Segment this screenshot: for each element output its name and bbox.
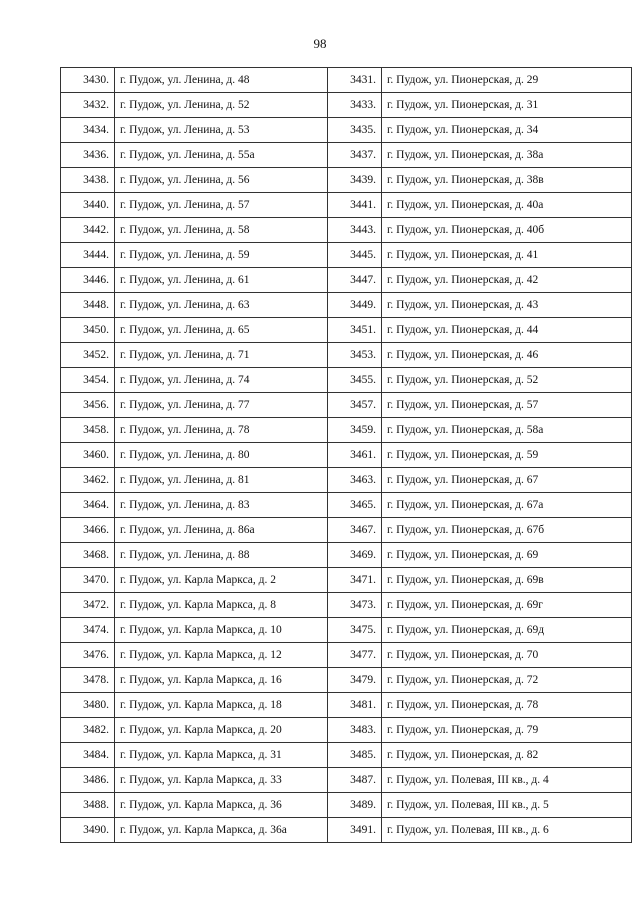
right-number-cell: 3435. — [328, 118, 382, 143]
right-number-cell: 3487. — [328, 768, 382, 793]
right-number-cell: 3467. — [328, 518, 382, 543]
right-address-cell: г. Пудож, ул. Пионерская, д. 69д — [382, 618, 632, 643]
right-address-cell: г. Пудож, ул. Полевая, III кв., д. 6 — [382, 818, 632, 843]
table-row — [61, 593, 632, 618]
left-address-cell: г. Пудож, ул. Ленина, д. 57 — [115, 193, 328, 218]
right-number-cell: 3455. — [328, 368, 382, 393]
left-number-cell: 3452. — [61, 343, 115, 368]
left-number-cell: 3454. — [61, 368, 115, 393]
right-address-cell: г. Пудож, ул. Пионерская, д. 67а — [382, 493, 632, 518]
address-table — [60, 67, 632, 843]
left-number-cell: 3446. — [61, 268, 115, 293]
table-row — [61, 118, 632, 143]
table-row — [61, 293, 632, 318]
table-row — [61, 518, 632, 543]
left-address-cell: г. Пудож, ул. Ленина, д. 77 — [115, 393, 328, 418]
left-number-cell: 3474. — [61, 618, 115, 643]
address-table-body — [61, 68, 632, 843]
right-address-cell: г. Пудож, ул. Пионерская, д. 69в — [382, 568, 632, 593]
right-address-cell: г. Пудож, ул. Пионерская, д. 72 — [382, 668, 632, 693]
right-address-cell: г. Пудож, ул. Пионерская, д. 31 — [382, 93, 632, 118]
left-address-cell: г. Пудож, ул. Ленина, д. 80 — [115, 443, 328, 468]
left-address-cell: г. Пудож, ул. Карла Маркса, д. 2 — [115, 568, 328, 593]
left-address-cell: г. Пудож, ул. Карла Маркса, д. 36а — [115, 818, 328, 843]
right-number-cell: 3451. — [328, 318, 382, 343]
table-row — [61, 318, 632, 343]
right-number-cell: 3459. — [328, 418, 382, 443]
right-address-cell: г. Пудож, ул. Пионерская, д. 58а — [382, 418, 632, 443]
right-number-cell: 3447. — [328, 268, 382, 293]
table-row — [61, 793, 632, 818]
table-row — [61, 718, 632, 743]
right-number-cell: 3433. — [328, 93, 382, 118]
right-address-cell: г. Пудож, ул. Пионерская, д. 34 — [382, 118, 632, 143]
right-address-cell: г. Пудож, ул. Пионерская, д. 38в — [382, 168, 632, 193]
left-number-cell: 3478. — [61, 668, 115, 693]
right-address-cell: г. Пудож, ул. Пионерская, д. 82 — [382, 743, 632, 768]
right-number-cell: 3457. — [328, 393, 382, 418]
table-row — [61, 218, 632, 243]
right-address-cell: г. Пудож, ул. Пионерская, д. 52 — [382, 368, 632, 393]
right-address-cell: г. Пудож, ул. Пионерская, д. 38а — [382, 143, 632, 168]
left-number-cell: 3470. — [61, 568, 115, 593]
table-row — [61, 368, 632, 393]
right-address-cell: г. Пудож, ул. Пионерская, д. 69г — [382, 593, 632, 618]
left-number-cell: 3476. — [61, 643, 115, 668]
left-address-cell: г. Пудож, ул. Карла Маркса, д. 18 — [115, 693, 328, 718]
left-number-cell: 3456. — [61, 393, 115, 418]
left-address-cell: г. Пудож, ул. Ленина, д. 78 — [115, 418, 328, 443]
left-number-cell: 3472. — [61, 593, 115, 618]
right-number-cell: 3475. — [328, 618, 382, 643]
left-address-cell: г. Пудож, ул. Ленина, д. 58 — [115, 218, 328, 243]
right-number-cell: 3449. — [328, 293, 382, 318]
left-address-cell: г. Пудож, ул. Карла Маркса, д. 31 — [115, 743, 328, 768]
left-number-cell: 3434. — [61, 118, 115, 143]
table-row — [61, 268, 632, 293]
right-address-cell: г. Пудож, ул. Пионерская, д. 43 — [382, 293, 632, 318]
right-number-cell: 3473. — [328, 593, 382, 618]
table-row — [61, 818, 632, 843]
right-number-cell: 3439. — [328, 168, 382, 193]
left-address-cell: г. Пудож, ул. Карла Маркса, д. 20 — [115, 718, 328, 743]
right-number-cell: 3431. — [328, 68, 382, 93]
left-address-cell: г. Пудож, ул. Ленина, д. 63 — [115, 293, 328, 318]
left-address-cell: г. Пудож, ул. Ленина, д. 86а — [115, 518, 328, 543]
right-number-cell: 3481. — [328, 693, 382, 718]
right-address-cell: г. Пудож, ул. Пионерская, д. 69 — [382, 543, 632, 568]
left-number-cell: 3458. — [61, 418, 115, 443]
left-number-cell: 3466. — [61, 518, 115, 543]
left-address-cell: г. Пудож, ул. Карла Маркса, д. 36 — [115, 793, 328, 818]
right-address-cell: г. Пудож, ул. Пионерская, д. 67 — [382, 468, 632, 493]
left-number-cell: 3482. — [61, 718, 115, 743]
right-number-cell: 3477. — [328, 643, 382, 668]
right-number-cell: 3471. — [328, 568, 382, 593]
left-address-cell: г. Пудож, ул. Карла Маркса, д. 16 — [115, 668, 328, 693]
table-row — [61, 668, 632, 693]
right-address-cell: г. Пудож, ул. Пионерская, д. 70 — [382, 643, 632, 668]
right-number-cell: 3443. — [328, 218, 382, 243]
left-address-cell: г. Пудож, ул. Ленина, д. 52 — [115, 93, 328, 118]
right-number-cell: 3469. — [328, 543, 382, 568]
right-address-cell: г. Пудож, ул. Пионерская, д. 41 — [382, 243, 632, 268]
left-number-cell: 3448. — [61, 293, 115, 318]
table-row — [61, 693, 632, 718]
left-number-cell: 3486. — [61, 768, 115, 793]
left-address-cell: г. Пудож, ул. Ленина, д. 74 — [115, 368, 328, 393]
table-row — [61, 618, 632, 643]
left-number-cell: 3480. — [61, 693, 115, 718]
right-number-cell: 3453. — [328, 343, 382, 368]
left-number-cell: 3442. — [61, 218, 115, 243]
right-address-cell: г. Пудож, ул. Полевая, III кв., д. 4 — [382, 768, 632, 793]
table-row — [61, 68, 632, 93]
right-number-cell: 3491. — [328, 818, 382, 843]
page-number: 98 — [313, 36, 327, 51]
left-number-cell: 3444. — [61, 243, 115, 268]
right-address-cell: г. Пудож, ул. Пионерская, д. 67б — [382, 518, 632, 543]
table-row — [61, 493, 632, 518]
table-row — [61, 418, 632, 443]
table-row — [61, 343, 632, 368]
left-number-cell: 3432. — [61, 93, 115, 118]
right-number-cell: 3463. — [328, 468, 382, 493]
table-row — [61, 168, 632, 193]
right-number-cell: 3485. — [328, 743, 382, 768]
left-address-cell: г. Пудож, ул. Ленина, д. 48 — [115, 68, 328, 93]
left-address-cell: г. Пудож, ул. Ленина, д. 61 — [115, 268, 328, 293]
left-address-cell: г. Пудож, ул. Ленина, д. 53 — [115, 118, 328, 143]
table-row — [61, 93, 632, 118]
right-number-cell: 3461. — [328, 443, 382, 468]
left-number-cell: 3484. — [61, 743, 115, 768]
right-number-cell: 3465. — [328, 493, 382, 518]
right-address-cell: г. Пудож, ул. Пионерская, д. 59 — [382, 443, 632, 468]
left-address-cell: г. Пудож, ул. Ленина, д. 88 — [115, 543, 328, 568]
right-address-cell: г. Пудож, ул. Пионерская, д. 57 — [382, 393, 632, 418]
table-row — [61, 193, 632, 218]
right-number-cell: 3479. — [328, 668, 382, 693]
left-number-cell: 3440. — [61, 193, 115, 218]
left-address-cell: г. Пудож, ул. Ленина, д. 81 — [115, 468, 328, 493]
right-number-cell: 3445. — [328, 243, 382, 268]
left-address-cell: г. Пудож, ул. Ленина, д. 59 — [115, 243, 328, 268]
left-number-cell: 3462. — [61, 468, 115, 493]
right-address-cell: г. Пудож, ул. Пионерская, д. 29 — [382, 68, 632, 93]
right-address-cell: г. Пудож, ул. Пионерская, д. 42 — [382, 268, 632, 293]
right-address-cell: г. Пудож, ул. Пионерская, д. 78 — [382, 693, 632, 718]
table-row — [61, 443, 632, 468]
left-address-cell: г. Пудож, ул. Ленина, д. 71 — [115, 343, 328, 368]
table-row — [61, 643, 632, 668]
left-number-cell: 3430. — [61, 68, 115, 93]
left-address-cell: г. Пудож, ул. Ленина, д. 65 — [115, 318, 328, 343]
right-address-cell: г. Пудож, ул. Пионерская, д. 46 — [382, 343, 632, 368]
right-address-cell: г. Пудож, ул. Полевая, III кв., д. 5 — [382, 793, 632, 818]
table-row — [61, 243, 632, 268]
right-number-cell: 3489. — [328, 793, 382, 818]
right-number-cell: 3441. — [328, 193, 382, 218]
table-row — [61, 568, 632, 593]
left-address-cell: г. Пудож, ул. Ленина, д. 56 — [115, 168, 328, 193]
table-row — [61, 768, 632, 793]
left-number-cell: 3450. — [61, 318, 115, 343]
right-address-cell: г. Пудож, ул. Пионерская, д. 40а — [382, 193, 632, 218]
right-address-cell: г. Пудож, ул. Пионерская, д. 79 — [382, 718, 632, 743]
right-address-cell: г. Пудож, ул. Пионерская, д. 44 — [382, 318, 632, 343]
table-row — [61, 743, 632, 768]
left-address-cell: г. Пудож, ул. Ленина, д. 83 — [115, 493, 328, 518]
table-row — [61, 468, 632, 493]
left-address-cell: г. Пудож, ул. Карла Маркса, д. 10 — [115, 618, 328, 643]
left-number-cell: 3460. — [61, 443, 115, 468]
left-number-cell: 3488. — [61, 793, 115, 818]
right-number-cell: 3437. — [328, 143, 382, 168]
left-number-cell: 3438. — [61, 168, 115, 193]
left-address-cell: г. Пудож, ул. Карла Маркса, д. 8 — [115, 593, 328, 618]
right-address-cell: г. Пудож, ул. Пионерская, д. 40б — [382, 218, 632, 243]
left-number-cell: 3436. — [61, 143, 115, 168]
left-address-cell: г. Пудож, ул. Карла Маркса, д. 12 — [115, 643, 328, 668]
left-address-cell: г. Пудож, ул. Карла Маркса, д. 33 — [115, 768, 328, 793]
left-number-cell: 3464. — [61, 493, 115, 518]
right-number-cell: 3483. — [328, 718, 382, 743]
table-row — [61, 543, 632, 568]
left-number-cell: 3468. — [61, 543, 115, 568]
table-row — [61, 393, 632, 418]
table-row — [61, 143, 632, 168]
left-address-cell: г. Пудож, ул. Ленина, д. 55а — [115, 143, 328, 168]
left-number-cell: 3490. — [61, 818, 115, 843]
